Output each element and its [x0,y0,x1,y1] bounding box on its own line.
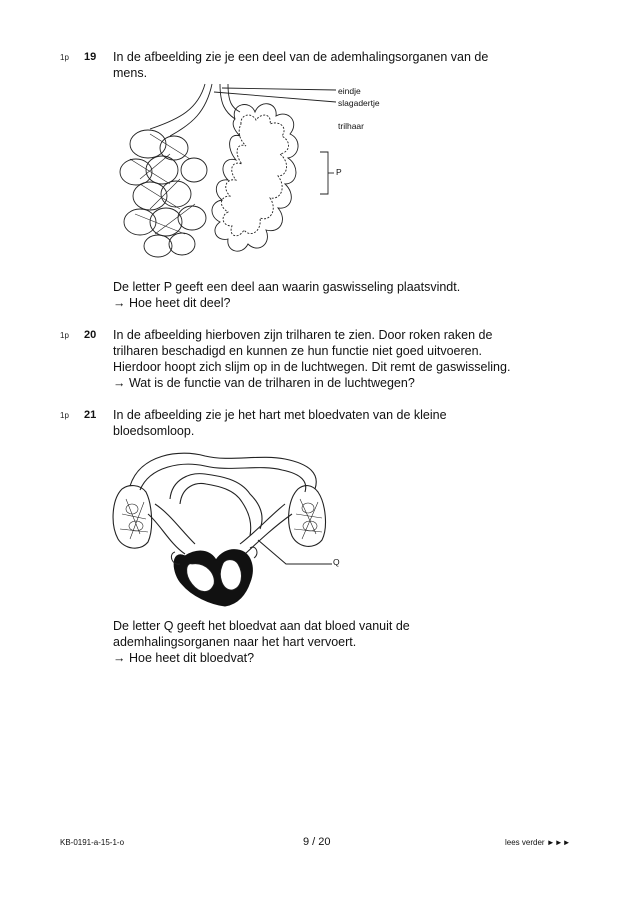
q21-points: 1p [60,411,69,420]
q19-intro-line-1: In de afbeelding zie je een deel van de ademhalingsorganen van de [113,50,489,64]
q20-points: 1p [60,331,69,340]
label-trilhaar: trilhaar [338,121,364,131]
q21-intro-line-2: bloedsomloop. [113,424,195,438]
q20-intro-line-3: Hierdoor hoopt zich slijm op in de luchtwegen. Dit remt de gaswisseling. [113,360,511,374]
q21-number: 21 [84,409,97,421]
label-slagadertje: slagadertje [338,98,380,108]
q21-after-line-1: De letter Q geeft het bloedvat aan dat bloed vanuit de [113,619,410,633]
heart-diagram [110,444,350,609]
q20-intro-line-1: In de afbeelding hierboven zijn trilharen te zien. Door roken raken de [113,328,493,342]
q21-intro [113,407,573,439]
label-p: P [336,167,342,177]
q20-intro [113,327,573,391]
q20-task: → Wat is de functie van de trilharen in de luchtwegen? [113,376,415,390]
q20-intro-line-2: trilharen beschadigd en kunnen ze hun functie niet goed uitvoeren. [113,344,483,358]
q19-after-line-1: De letter P geeft een deel aan waarin gaswisseling plaatsvindt. [113,280,461,294]
q19-intro [113,49,573,81]
lung-diagram [110,84,350,274]
q21-after-line-2: ademhalingsorganen naar het hart vervoert. [113,635,357,649]
footer-page-number: 9 / 20 [303,836,331,848]
q21-after [113,618,573,666]
q21-task: → Hoe heet dit bloedvat? [113,651,255,665]
q21-intro-line-1: In de afbeelding zie je het hart met bloedvaten van de kleine [113,408,447,422]
q19-after [113,279,573,311]
q19-points: 1p [60,53,69,62]
label-q: Q [333,557,340,567]
footer-code: KB-0191-a-15-1-o [60,838,125,847]
footer-next-link: lees verder ►►► [505,838,571,847]
label-eindje: eindje [338,86,361,96]
q19-intro-line-2: mens. [113,66,148,80]
q19-task: → Hoe heet dit deel? [113,296,231,310]
q20-number: 20 [84,329,97,341]
q19-number: 19 [84,51,97,63]
